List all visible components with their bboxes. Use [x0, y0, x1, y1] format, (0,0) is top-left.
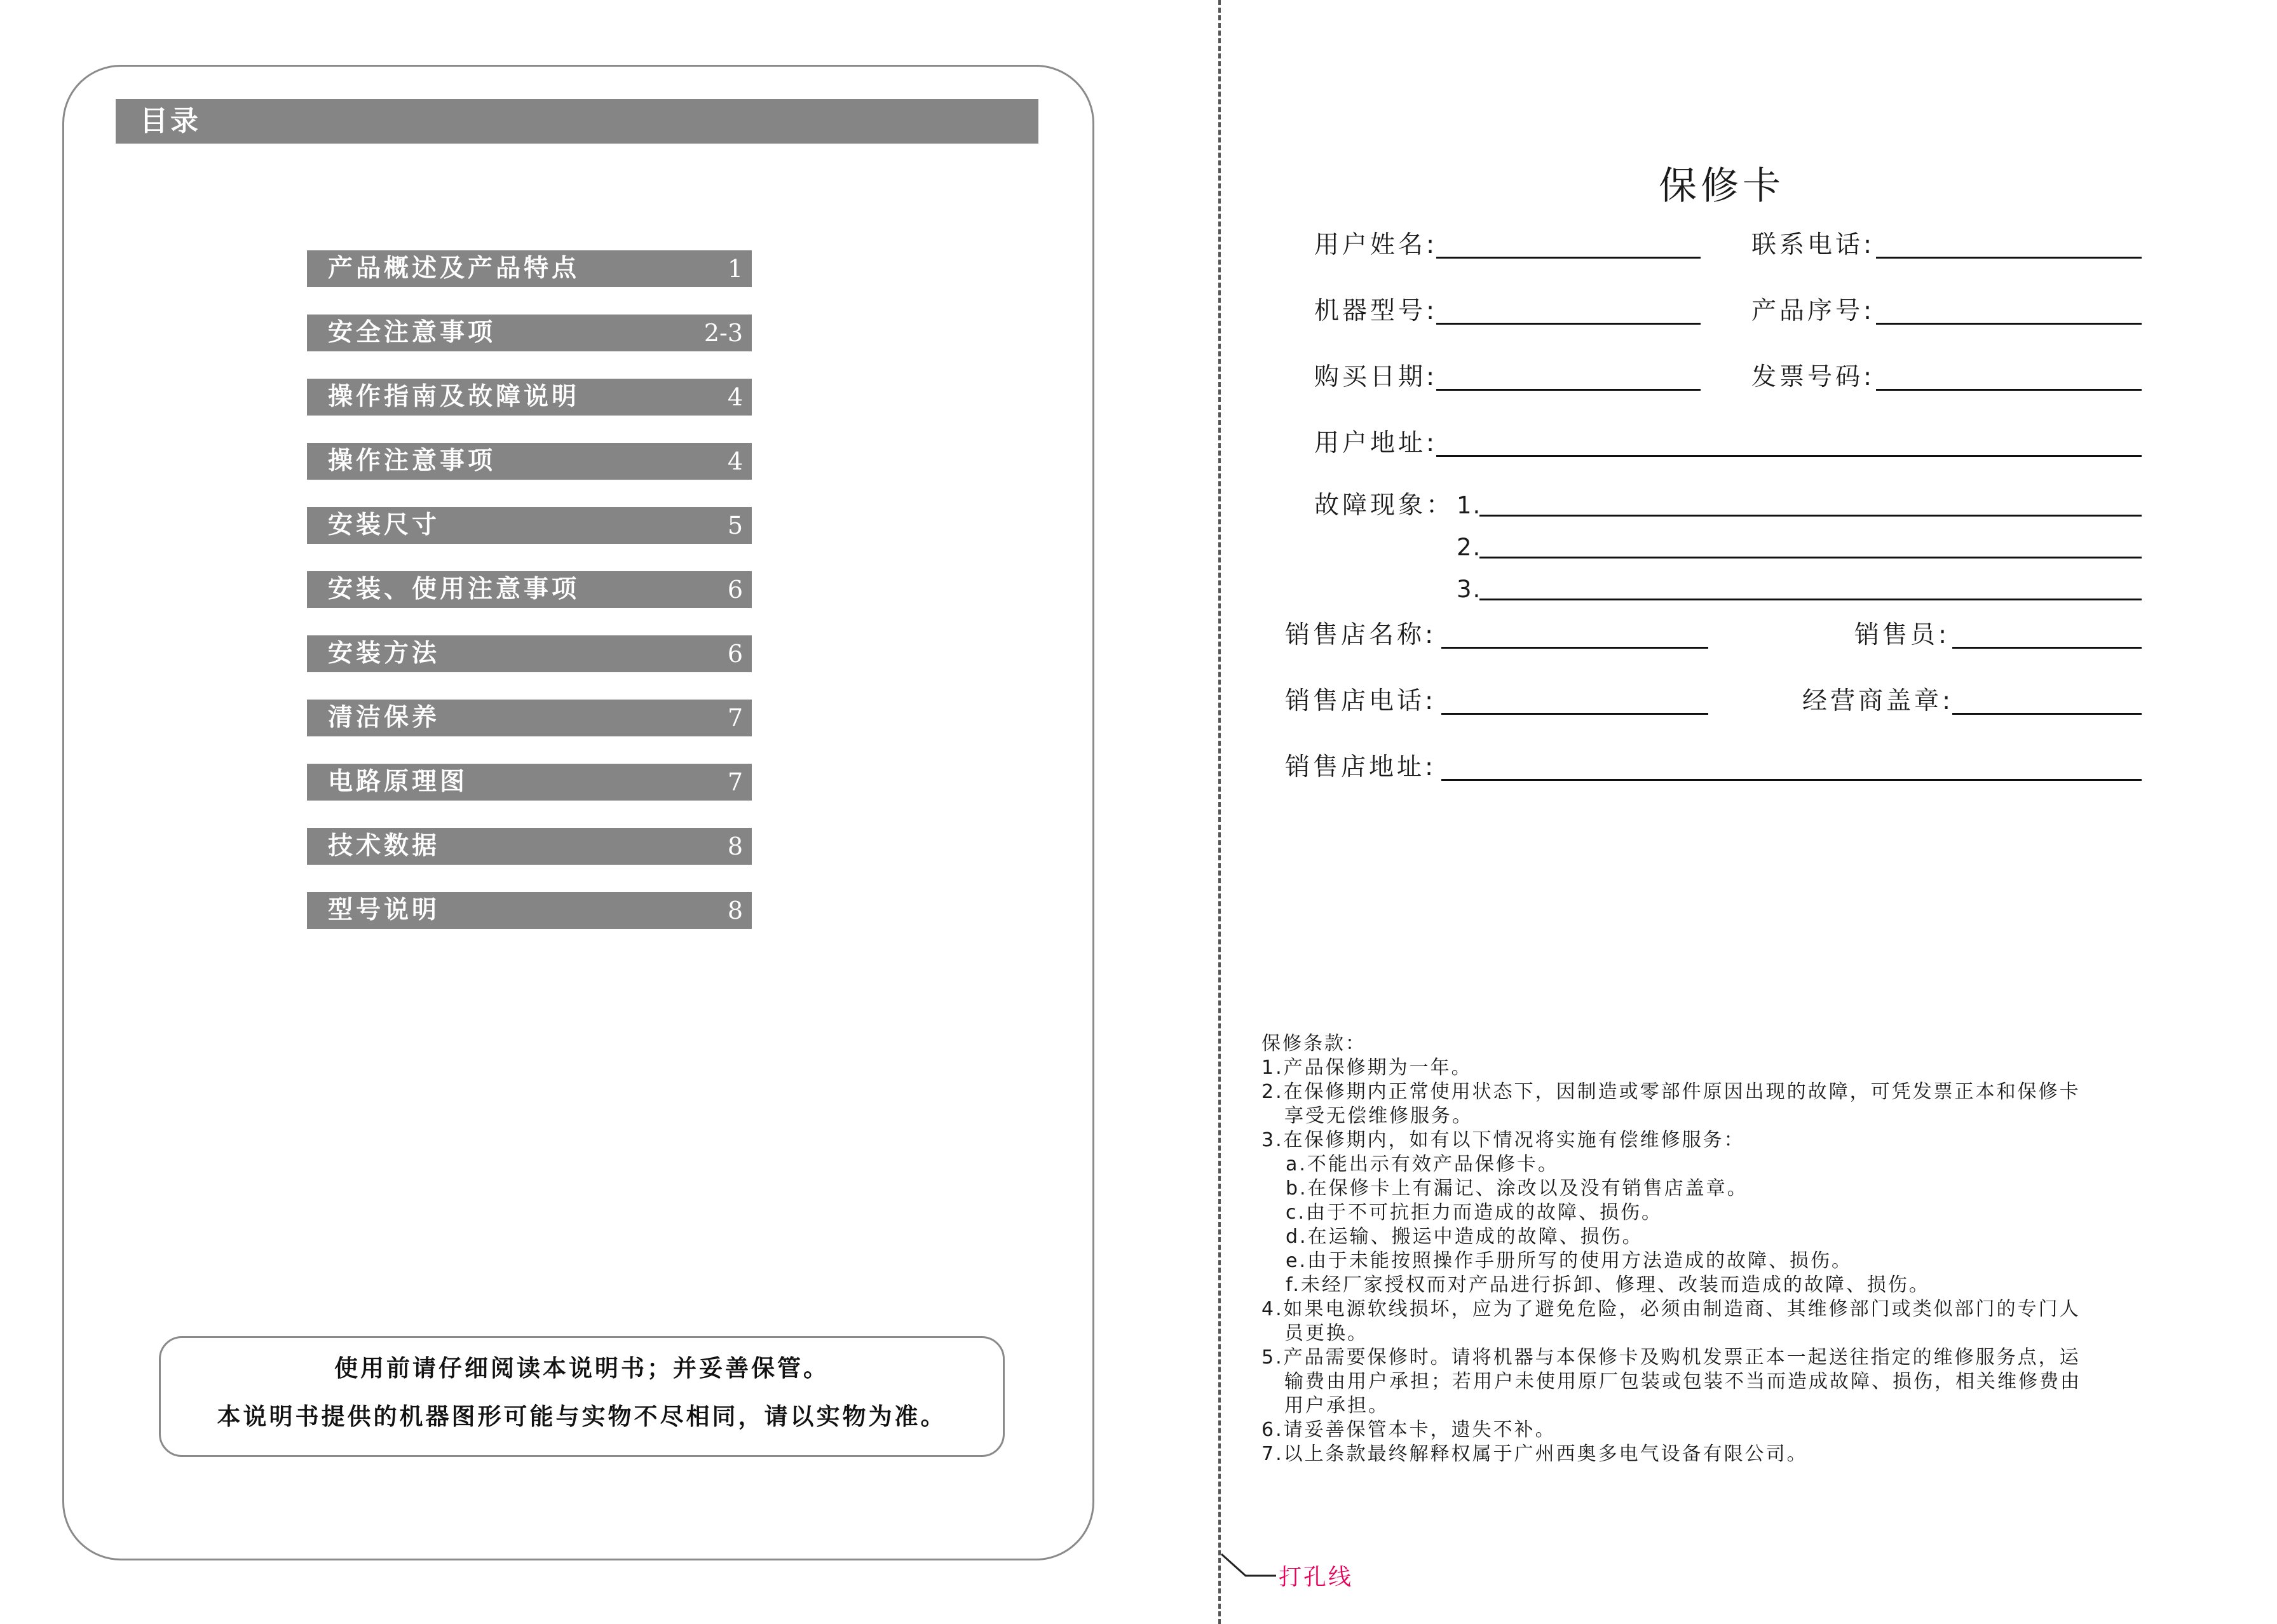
terms-line: 1.产品保修期为一年。: [1261, 1057, 1472, 1079]
perforation-label: 打孔线: [1279, 1564, 1354, 1590]
notice-line-image-disclaimer: 本说明书提供的机器图形可能与实物不尽相同，请以实物为准。: [217, 1403, 947, 1430]
toc-item-page: 4: [727, 447, 743, 475]
terms-line: 5.产品需要保修时。请将机器与本保修卡及购机发票正本一起送往指定的维修服务点，运: [1261, 1346, 2081, 1369]
toc-item-page: 7: [727, 704, 743, 732]
phone-label: 联系电话:: [1751, 231, 1875, 259]
fault-number: 1.: [1457, 492, 1482, 519]
toc-item[interactable]: [307, 828, 752, 865]
invoice-field[interactable]: [1876, 389, 2142, 391]
terms-line: 3.在保修期内，如有以下情况将实施有偿维修服务：: [1261, 1129, 1745, 1151]
terms-line: c.由于不可抗拒力而造成的故障、损伤。: [1286, 1201, 1663, 1224]
toc-item[interactable]: [307, 764, 752, 801]
terms-heading: 保修条款：: [1261, 1032, 1366, 1055]
store-phone-field[interactable]: [1441, 713, 1708, 715]
terms-line: b.在保修卡上有漏记、涂改以及没有销售店盖章。: [1286, 1177, 1748, 1200]
terms-line: a.不能出示有效产品保修卡。: [1286, 1153, 1559, 1175]
terms-line: 7.以上条款最终解释权属于广州西奥多电气设备有限公司。: [1261, 1443, 1808, 1465]
toc-item-label: 操作指南及故障说明: [328, 382, 580, 411]
toc-item[interactable]: [307, 700, 752, 736]
toc-item-page: 7: [727, 768, 743, 796]
terms-line: 6.请妥善保管本卡，遗失不补。: [1261, 1419, 1556, 1441]
salesperson-field[interactable]: [1952, 647, 2142, 649]
fault-label: 故障现象：: [1314, 491, 1455, 520]
warranty-card-title: 保修卡: [1659, 164, 1784, 208]
toc-item-page: 6: [727, 640, 743, 668]
dealer-stamp-label: 经营商盖章:: [1802, 687, 1954, 715]
store-name-label: 销售店名称:: [1285, 621, 1437, 649]
toc-item-label: 安装、使用注意事项: [328, 575, 580, 604]
fault-field-3[interactable]: [1479, 599, 2142, 600]
purchase-date-field[interactable]: [1436, 389, 1701, 391]
warranty-terms: [1261, 1032, 2183, 1466]
toc-list: [307, 250, 752, 956]
store-address-field[interactable]: [1441, 779, 2142, 781]
terms-line: d.在运输、搬运中造成的故障、损伤。: [1286, 1226, 1643, 1248]
terms-line: 输费由用户承担；若用户未使用原厂包装或包装不当而造成故障、损伤，相关维修费由: [1284, 1370, 2081, 1393]
notice-line-read-manual: 使用前请仔细阅读本说明书；并妥善保管。: [334, 1355, 829, 1382]
toc-item-page: 5: [727, 511, 743, 539]
toc-item-label: 型号说明: [328, 896, 440, 924]
toc-item[interactable]: [307, 892, 752, 929]
fault-field-2[interactable]: [1479, 557, 2142, 558]
terms-line: f.未经厂家授权而对产品进行拆卸、修理、改装而造成的故障、损伤。: [1286, 1274, 1930, 1296]
purchase-date-label: 购买日期:: [1314, 363, 1438, 391]
fault-number: 2.: [1457, 534, 1482, 561]
toc-item-label: 安装尺寸: [328, 511, 440, 539]
toc-item[interactable]: [307, 635, 752, 672]
toc-item-label: 技术数据: [328, 832, 440, 860]
toc-item-page: 8: [727, 832, 743, 860]
perforation-line: [1218, 0, 1221, 1624]
fault-number: 3.: [1457, 576, 1482, 603]
toc-item[interactable]: [307, 507, 752, 544]
toc-item-page: 8: [727, 897, 743, 924]
terms-line: 2.在保修期内正常使用状态下，因制造或零部件原因出现的故障，可凭发票正本和保修卡: [1261, 1081, 2081, 1103]
toc-item[interactable]: [307, 379, 752, 416]
model-field[interactable]: [1436, 323, 1701, 325]
fault-field-1[interactable]: [1479, 515, 2142, 517]
serial-field[interactable]: [1876, 323, 2142, 325]
serial-label: 产品序号:: [1751, 297, 1875, 325]
phone-field[interactable]: [1876, 257, 2142, 259]
toc-item[interactable]: [307, 315, 752, 351]
address-label: 用户地址:: [1314, 429, 1438, 457]
toc-item-label: 操作注意事项: [328, 447, 496, 475]
terms-line: 4.如果电源软线损坏，应为了避免危险，必须由制造商、其维修部门或类似部门的专门人: [1261, 1298, 2081, 1320]
toc-item-label: 清洁保养: [328, 703, 440, 732]
terms-line: 用户承担。: [1284, 1395, 1389, 1417]
toc-item[interactable]: [307, 571, 752, 608]
dealer-stamp-field[interactable]: [1952, 713, 2142, 715]
invoice-label: 发票号码:: [1751, 363, 1875, 391]
model-label: 机器型号:: [1314, 297, 1438, 325]
terms-line: 享受无偿维修服务。: [1284, 1105, 1473, 1127]
user-name-label: 用户姓名:: [1314, 231, 1438, 259]
store-address-label: 销售店地址:: [1285, 753, 1437, 782]
toc-item[interactable]: [307, 250, 752, 287]
perforation-pointer-icon: [1220, 1553, 1277, 1578]
toc-header-bar: [116, 99, 1038, 144]
toc-item-page: 2-3: [703, 319, 743, 347]
user-name-field[interactable]: [1436, 257, 1701, 259]
toc-item-label: 安全注意事项: [328, 318, 496, 347]
store-name-field[interactable]: [1441, 647, 1708, 649]
address-field[interactable]: [1436, 455, 2142, 457]
toc-item-page: 1: [727, 255, 743, 283]
toc-item-page: 6: [727, 576, 743, 604]
terms-line: 员更换。: [1284, 1322, 1368, 1344]
toc-item[interactable]: [307, 443, 752, 480]
toc-item-label: 电路原理图: [328, 768, 468, 796]
toc-item-label: 安装方法: [328, 639, 440, 668]
toc-item-label: 产品概述及产品特点: [328, 254, 580, 283]
toc-item-page: 4: [727, 383, 743, 411]
usage-notice-box: [159, 1336, 1005, 1457]
store-phone-label: 销售店电话:: [1285, 687, 1437, 715]
terms-line: e.由于未能按照操作手册所写的使用方法造成的故障、损伤。: [1286, 1250, 1852, 1272]
salesperson-label: 销售员:: [1854, 621, 1950, 649]
toc-title: 目录: [140, 105, 201, 137]
